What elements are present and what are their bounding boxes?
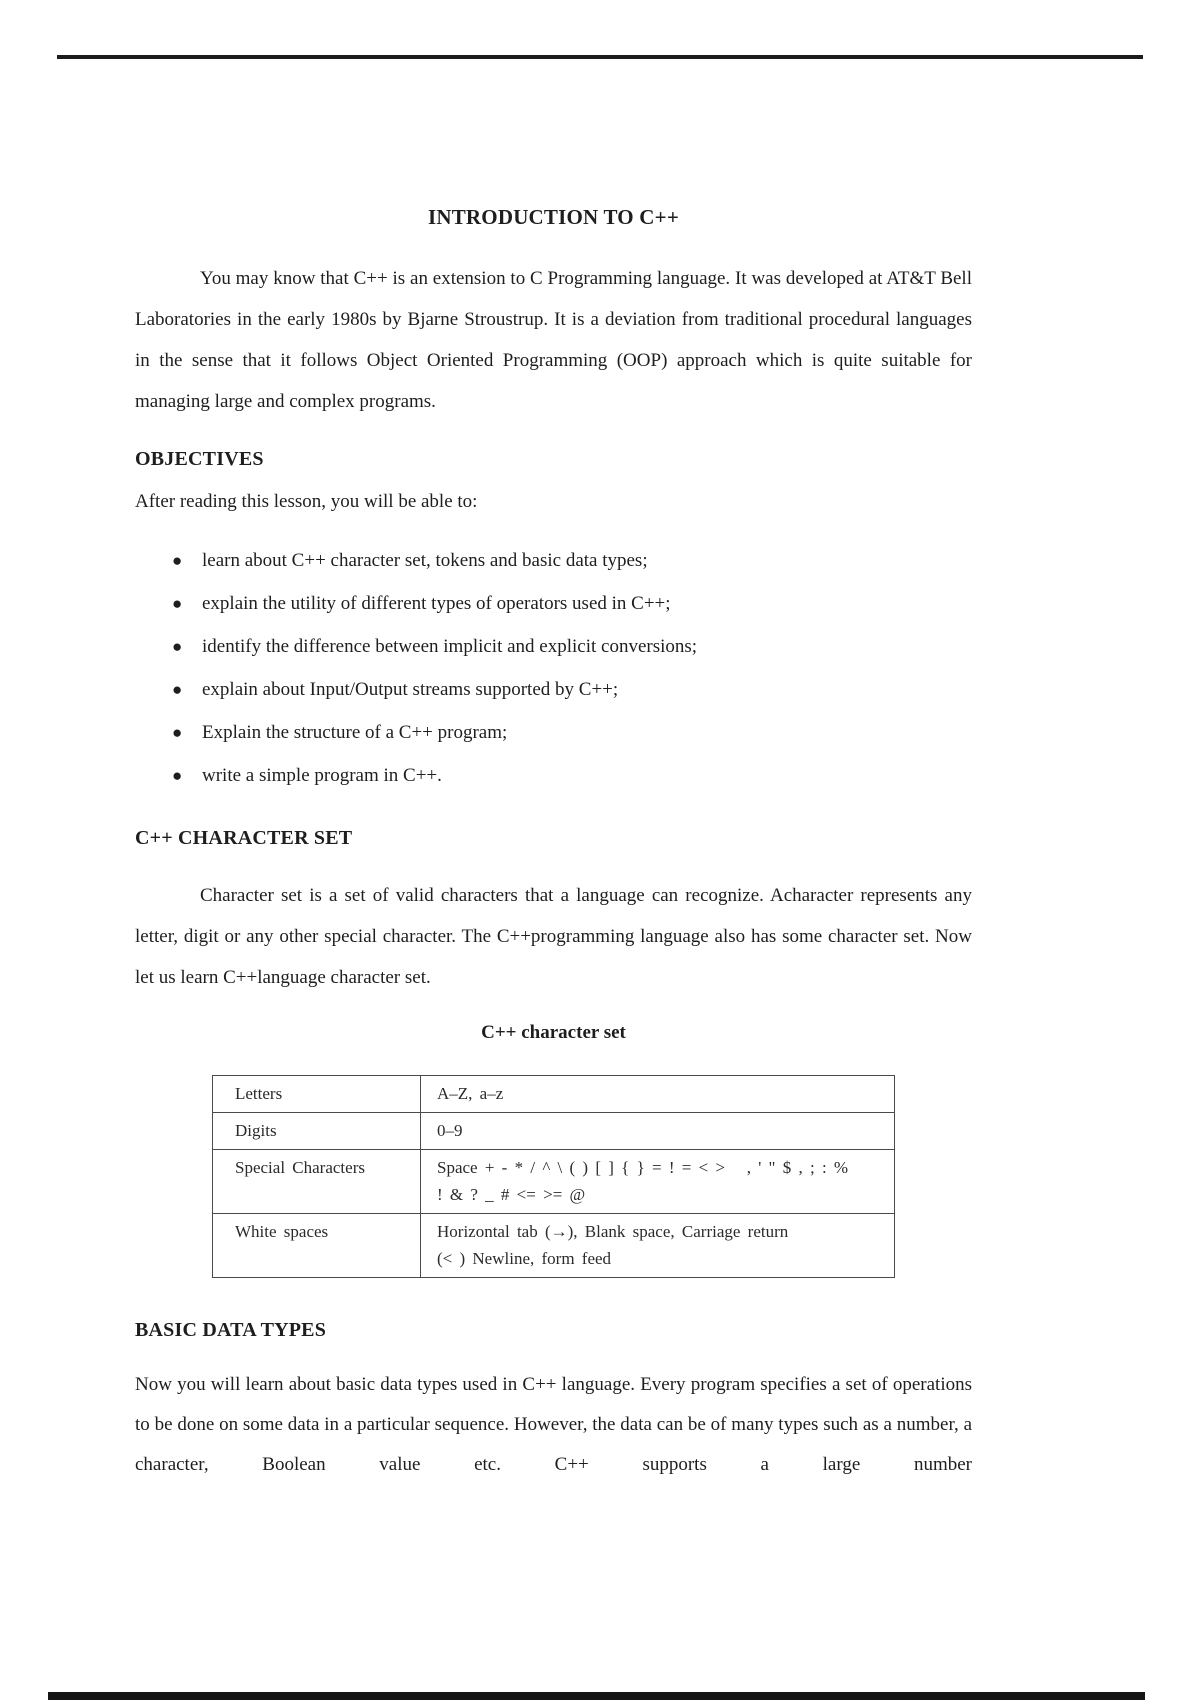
objectives-heading: OBJECTIVES [135,448,264,470]
bullet-icon: ● [172,551,183,570]
row-label: Digits [213,1113,421,1150]
page-title: INTRODUCTION TO C++ [427,205,679,229]
row-label: White spaces [213,1214,421,1278]
row-value: Horizontal tab (→), Blank space, Carriage return (< ) Newline, form feed [421,1214,895,1278]
objective-item [172,593,972,615]
row-value: 0–9 [421,1113,895,1150]
objective-item [172,679,972,701]
bullet-icon: ● [172,766,183,785]
bullet-icon: ● [172,680,183,699]
objective-item-label: explain the utility of different types of operators used in C++; [202,593,671,614]
bullet-icon: ● [172,637,183,656]
objective-item-label: learn about C++ character set, tokens and basic data types; [202,550,648,571]
objective-item-label: write a simple program in C++. [202,765,442,786]
objective-item [172,722,972,744]
objective-item-label: explain about Input/Output streams supported by C++; [202,679,619,700]
objectives-lead: After reading this lesson, you will be able to: [135,491,478,512]
basic-data-types-paragraph: Now you will learn about basic data types used in C++ language. Every program specifies a set of operations to be done on some data in a particular sequence. However, the data can be of many types such as a number, a character, Boolean value etc. C++ supports a large number [135,1374,972,1475]
table-row [213,1113,895,1150]
page-content [135,0,972,1485]
bottom-bar [48,1692,1145,1700]
bullet-icon: ● [172,594,183,613]
bullet-icon: ● [172,723,183,742]
objectives-list [135,550,972,787]
objective-item [172,765,972,787]
basic-data-types-heading: BASIC DATA TYPES [135,1319,327,1341]
table-caption: C++ character set [481,1022,626,1043]
objective-item [172,636,972,658]
objective-item-label: Explain the structure of a C++ program; [202,722,508,743]
character-set-table [212,1075,895,1278]
row-value: A–Z, a–z [421,1076,895,1113]
objective-item [172,550,972,572]
table-row [213,1214,895,1278]
table-row [213,1076,895,1113]
table-row [213,1150,895,1214]
row-value: Space + - * / ^ \ ( ) [ ] { } = ! = < > , ' " $ , ; : % ! & ? _ # <= >= @ [421,1150,895,1214]
character-set-paragraph: Character set is a set of valid characters that a language can recognize. Acharacter represents any letter, digit or any other special character. The C++programming language also has some character set. Now let us learn C++language character set. [135,885,972,988]
row-label: Special Characters [213,1150,421,1214]
objective-item-label: identify the difference between implicit and explicit conversions; [202,636,698,657]
character-set-heading: C++ CHARACTER SET [135,827,353,849]
row-label: Letters [213,1076,421,1113]
intro-paragraph: You may know that C++ is an extension to C Programming language. It was developed at AT&T Bell Laboratories in the early 1980s by Bjarne Stroustrup. It is a deviation from traditional procedural languages in the sense that it follows Object Oriented Programming (OOP) approach which is quite suitable for managing large and complex programs. [135,268,972,412]
